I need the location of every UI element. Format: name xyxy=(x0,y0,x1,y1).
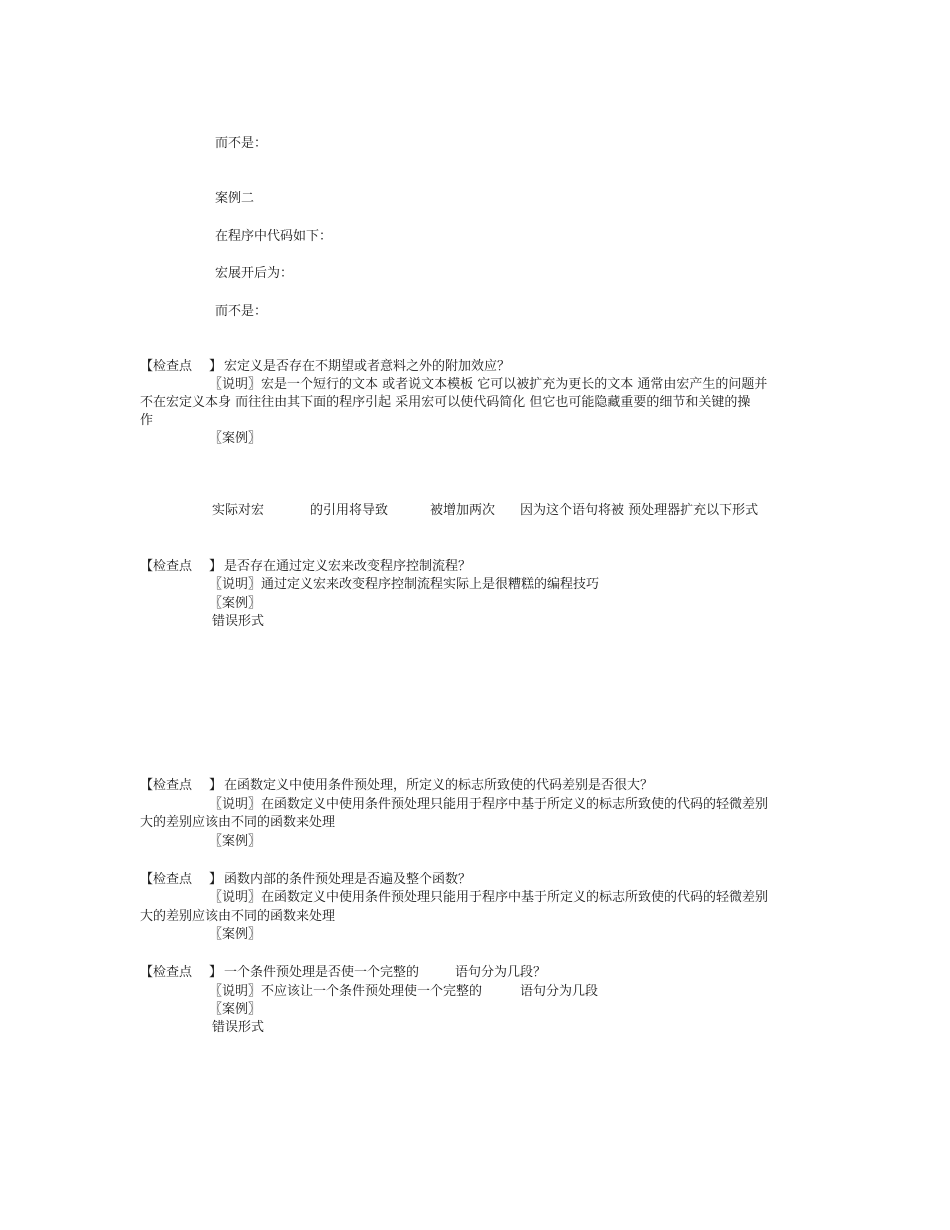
note-line: 不在宏定义本身 而往往由其下面的程序引起 采用宏可以使代码简化 但它也可能隐藏重要的细节和关键的操 xyxy=(140,395,751,410)
note-line: 〖说明〗在函数定义中使用条件预处理只能用于程序中基于所定义的标志所致使的代码的轻微差别 xyxy=(209,797,769,812)
checkpoint-bracket: 】 xyxy=(209,872,223,887)
detail-text: 因为这个语句将被 预处理器扩充以下形式 xyxy=(520,503,759,518)
checkpoint-label: 【检查点 xyxy=(140,778,193,793)
note-line: 〖说明〗宏是一个短行的文本 或者说文本模板 它可以被扩充为更长的文本 通常由宏产生的问题并 xyxy=(209,377,768,392)
note-line: 〖说明〗在函数定义中使用条件预处理只能用于程序中基于所定义的标志所致使的代码的轻微差别 xyxy=(209,890,769,905)
checkpoint-question: 宏定义是否存在不期望或者意料之外的附加效应？ xyxy=(224,359,511,374)
note-line: 作 xyxy=(140,413,154,428)
checkpoint-label: 【检查点 xyxy=(140,872,193,887)
checkpoint-label: 【检查点 xyxy=(140,359,193,374)
checkpoint-label: 【检查点 xyxy=(140,559,193,574)
checkpoint-question: 在函数定义中使用条件预处理，所定义的标志所致使的代码差别是否很大？ xyxy=(224,778,654,793)
checkpoint-label: 【检查点 xyxy=(140,965,193,980)
text-line: 在程序中代码如下： xyxy=(215,229,333,244)
detail-text: 的引用将导致 xyxy=(310,503,389,518)
case-label: 〖案例〗 xyxy=(209,927,262,942)
case-label: 〖案例〗 xyxy=(209,431,262,446)
checkpoint-bracket: 】 xyxy=(209,965,223,980)
checkpoint-bracket: 】 xyxy=(209,359,223,374)
case-label: 〖案例〗 xyxy=(209,834,262,849)
detail-text: 被增加两次 xyxy=(430,503,496,518)
wrong-form-label: 错误形式 xyxy=(212,614,265,629)
text-line: 而不是： xyxy=(215,136,268,151)
checkpoint-question: 函数内部的条件预处理是否遍及整个函数？ xyxy=(224,872,472,887)
note-line: 大的差别应该由不同的函数来处理 xyxy=(140,815,336,830)
note-line: 〖说明〗通过定义宏来改变程序控制流程实际上是很糟糕的编程技巧 xyxy=(209,577,600,592)
text-line: 而不是： xyxy=(215,304,268,319)
note-line: 大的差别应该由不同的函数来处理 xyxy=(140,909,336,924)
checkpoint-bracket: 】 xyxy=(209,559,223,574)
note-line: 〖说明〗不应该让一个条件预处理使一个完整的 xyxy=(209,984,483,999)
detail-text: 实际对宏 xyxy=(212,503,265,518)
case-two-heading: 案例二 xyxy=(215,191,255,206)
wrong-form-label: 错误形式 xyxy=(212,1020,265,1035)
checkpoint-question: 是否存在通过定义宏来改变程序控制流程？ xyxy=(224,559,472,574)
note-line: 语句分为几段 xyxy=(520,984,599,999)
text-line: 宏展开后为： xyxy=(215,266,294,281)
case-label: 〖案例〗 xyxy=(209,596,262,611)
checkpoint-question: 语句分为几段？ xyxy=(455,965,547,980)
checkpoint-bracket: 】 xyxy=(209,778,223,793)
case-label: 〖案例〗 xyxy=(209,1002,262,1017)
checkpoint-question: 一个条件预处理是否使一个完整的 xyxy=(224,965,420,980)
